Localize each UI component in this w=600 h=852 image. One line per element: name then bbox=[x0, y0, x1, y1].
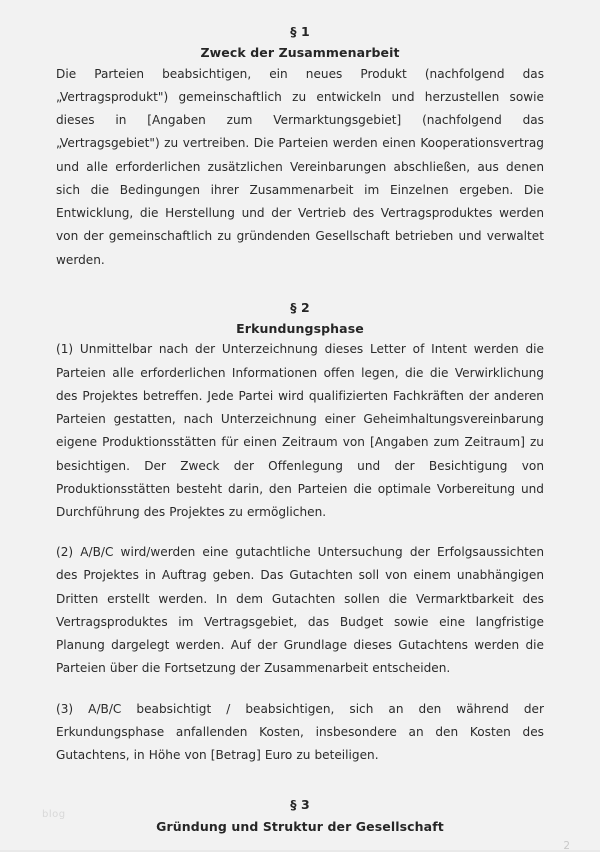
section-title-2: Erkundungsphase bbox=[236, 321, 364, 337]
watermark: blog bbox=[42, 809, 66, 820]
paragraph-1-1: Die Parteien beabsichtigen, ein neues Produkt (nachfolgend das „Vertragsprodukt") gemeinschaftlich zu entwickeln und herzustellen sowie dieses in [Angaben zum Vermarktungsgebiet] (nachfolgend das „Vertragsgebiet") zu vertreiben. Die Parteien werden einen Kooperationsvertrag und alle erforderlichen zusätzlichen Vereinbarungen abschließen, aus denen sich die Bedingungen ihrer Zusammenarbeit im Einzelnen ergeben. Die Entwicklung, die Herstellung und der Vertrieb des Vertragsproduktes werden von der gemeinschaftlich zu gründenden Gesellschaft betrieben und verwaltet werden. bbox=[56, 66, 544, 267]
section-title-1: Zweck der Zusammenarbeit bbox=[200, 45, 400, 61]
paragraph-2-3: (3) A/B/C beabsichtigt / beabsichtigen, sich an den während der Erkundungsphase anfallenden Kosten, insbesondere an den Kosten des Gutachtens, in Höhe von [Betrag] Euro zu beteiligen. bbox=[56, 701, 544, 762]
paragraph-2-1: (1) Unmittelbar nach der Unterzeichnung dieses Letter of Intent werden die Parteien alle erforderlichen Informationen offen legen, die die Verwirklichung des Projektes betreffen. Jede Partei wird qualifizierten Fachkräften der anderen Parteien gestatten, nach Unterzeichnung einer Geheimhaltungsvereinbarung eigene Produktionsstätten für einen Zeitraum von [Angaben zum Zeitraum] zu besichtigen. Der Zweck der Offenlegung und der Besichtigung von Produktionsstätten besteht darin, den Parteien die optimale Vorbereitung und Durchführung des Projektes zu ermöglichen. bbox=[56, 342, 544, 519]
section-heading-1 bbox=[56, 22, 544, 63]
section-title-3: Gründung und Struktur der Gesellschaft bbox=[156, 818, 444, 834]
section-heading-2 bbox=[56, 298, 544, 339]
section-symbol-2: § 2 bbox=[290, 299, 310, 315]
paragraph-2-2: (2) A/B/C wird/werden eine gutachtliche Untersuchung der Erfolgsaussichten des Projektes in Auftrag geben. Das Gutachten soll von einem unabhängigen Dritten erstellt werden. In dem Gutachten sollen die Vermarktbarkeit des Vertragsproduktes im Vertragsgebiet, das Budget sowie eine langfristige Planung dargelegt werden. Auf der Grundlage dieses Gutachtens werden die Parteien über die Fortsetzung der Zusammenarbeit entscheiden. bbox=[56, 545, 544, 676]
section-heading-3 bbox=[56, 795, 544, 836]
page-content bbox=[42, 22, 570, 852]
page-number: 2 bbox=[563, 840, 570, 852]
section-symbol-1: § 1 bbox=[290, 24, 310, 39]
section-symbol-3: § 3 bbox=[290, 797, 310, 813]
